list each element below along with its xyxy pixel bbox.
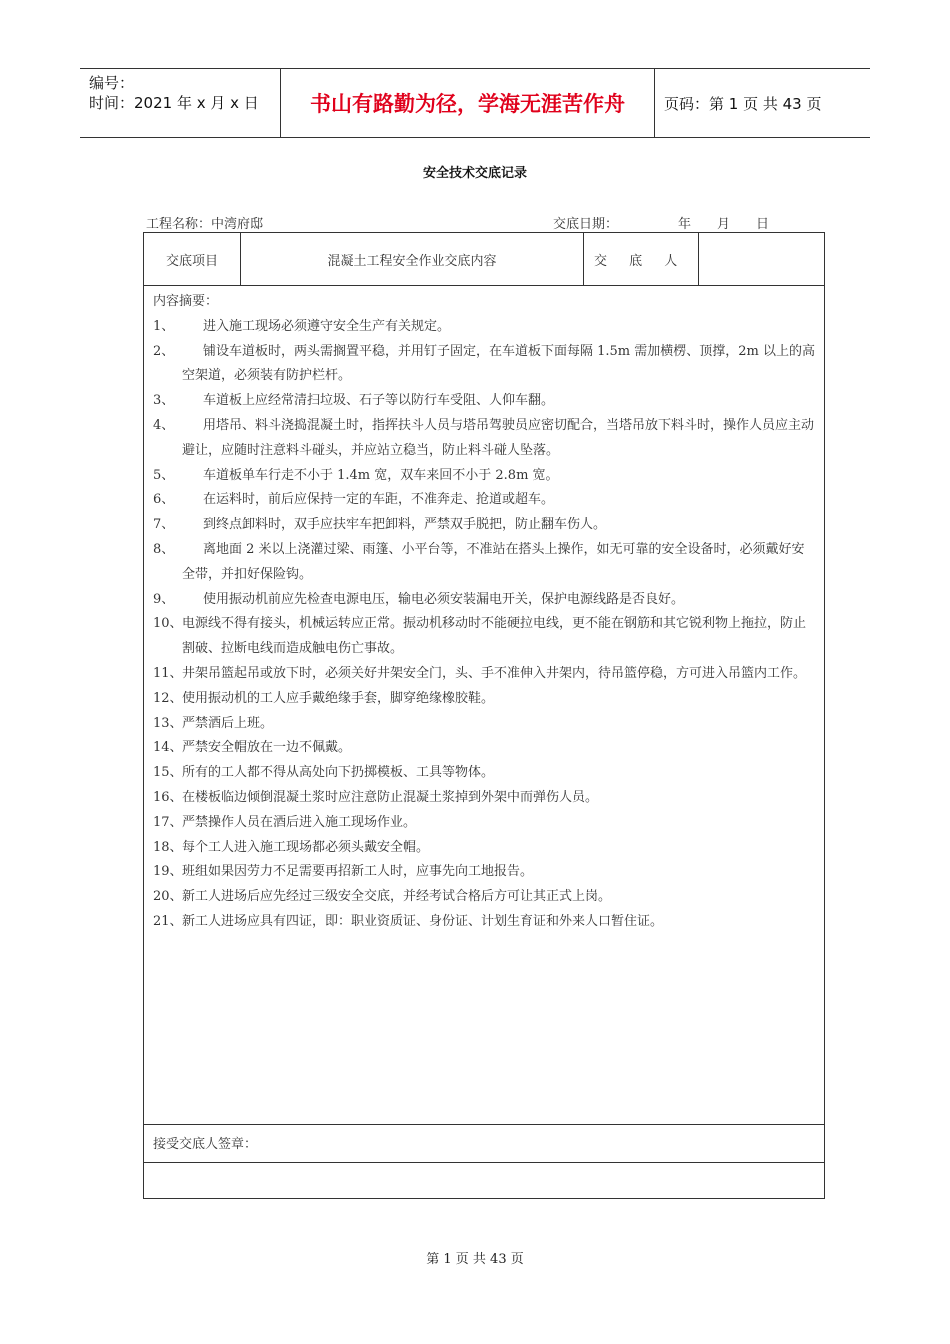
time-label: 时间：2021 年 x 月 x 日	[89, 94, 259, 112]
list-item-number: 1、	[153, 318, 175, 334]
list-item-text: 车道板上应经常清扫垃圾、石子等以防行车受阻、人仰车翻。	[203, 393, 555, 409]
list-item	[153, 811, 815, 836]
list-item-text: 在楼板临边倾倒混凝土浆时应注意防止混凝土浆掉到外架中而弹伤人员。	[182, 789, 599, 805]
list-item-text: 进入施工现场必须遵守安全生产有关规定。	[203, 318, 451, 334]
list-item	[153, 538, 815, 588]
list-item-number: 4、	[153, 417, 175, 433]
content-summary	[144, 285, 824, 1125]
list-item-number: 18、	[153, 839, 183, 855]
page-footer: 第 1 页 共 43 页	[426, 1252, 524, 1267]
list-item	[153, 414, 815, 464]
date-day: 日	[756, 217, 770, 232]
list-item	[153, 712, 815, 737]
list-item	[153, 315, 815, 340]
header-motto: 书山有路勤为径，学海无涯苦作舟	[281, 69, 655, 137]
list-item	[153, 836, 815, 861]
summary-label: 内容摘要：	[153, 294, 219, 309]
list-item-text: 到终点卸料时，双手应扶牢车把卸料，严禁双手脱把，防止翻车伤人。	[203, 517, 607, 533]
list-item-number: 16、	[153, 789, 183, 805]
number-label: 编号：	[89, 74, 135, 92]
list-item-number: 20、	[153, 889, 183, 905]
header-page-info: 页码：第 1 页 共 43 页	[664, 94, 822, 113]
list-item-number: 5、	[153, 467, 175, 483]
list-item-text: 每个工人进入施工现场都必须头戴安全帽。	[182, 839, 430, 855]
list-item-number: 6、	[153, 492, 175, 508]
list-item-number: 10、	[153, 616, 183, 632]
form-header-row	[144, 233, 824, 286]
date-label: 交底日期：	[553, 217, 619, 232]
list-item-number: 7、	[153, 517, 175, 533]
item-list	[153, 315, 815, 935]
list-item-number: 2、	[153, 343, 175, 359]
list-item-number: 8、	[153, 541, 175, 557]
disclosure-form	[143, 232, 825, 1199]
list-item-text: 井架吊篮起吊或放下时，必须关好井架安全门，头、手不准伸入井架内，待吊篮停稳，方可进入吊篮内工作。	[182, 665, 807, 681]
person-value	[699, 233, 824, 285]
list-item	[153, 786, 815, 811]
list-item-text: 新工人进场应具有四证，即：职业资质证、身份证、计划生育证和外来人口暂住证。	[182, 913, 664, 929]
list-item-number: 9、	[153, 591, 175, 607]
list-item	[153, 736, 815, 761]
list-item	[153, 612, 815, 662]
list-item	[153, 389, 815, 414]
list-item-text: 在运料时，前后应保持一定的车距，不准奔走、抢道或超车。	[203, 492, 555, 508]
disclosure-date	[553, 213, 769, 232]
list-item	[153, 464, 815, 489]
blank-row	[144, 1163, 824, 1198]
list-item-number: 17、	[153, 814, 183, 830]
header-left-cell	[80, 69, 281, 137]
list-item-text: 铺设车道板时，两头需搁置平稳，并用钉子固定，在车道板下面每隔 1.5m 需加横楞、顶撑，2m 以上的高空架道，必须装有防护栏杆。	[182, 343, 815, 384]
list-item-number: 21、	[153, 913, 183, 929]
list-item-text: 电源线不得有接头，机械运转应正常。振动机移动时不能硬拉电线，更不能在钢筋和其它锐利物上拖拉，防止割破、拉断电线而造成触电伤亡事故。	[182, 616, 807, 657]
project-name: 工程名称：中湾府邸	[146, 217, 264, 232]
list-item	[153, 761, 815, 786]
list-item-text: 所有的工人都不得从高处向下扔掷模板、工具等物体。	[182, 765, 495, 781]
list-item-text: 严禁安全帽放在一边不佩戴。	[182, 740, 352, 756]
list-item-number: 15、	[153, 765, 183, 781]
list-item	[153, 513, 815, 538]
list-item-text: 离地面 2 米以上浇灌过梁、雨篷、小平台等，不准站在搭头上操作，如无可靠的安全设备时，必须戴好安全带，并扣好保险钩。	[182, 541, 805, 582]
list-item-number: 12、	[153, 690, 183, 706]
list-item-text: 严禁操作人员在酒后进入施工现场作业。	[182, 814, 417, 830]
date-year: 年	[678, 217, 692, 232]
list-item-text: 使用振动机前应先检查电源电压，输电必须安装漏电开关，保护电源线路是否良好。	[203, 591, 685, 607]
list-item	[153, 910, 815, 935]
list-item-number: 3、	[153, 393, 175, 409]
list-item	[153, 588, 815, 613]
date-month: 月	[717, 217, 731, 232]
list-item-text: 车道板单车行走不小于 1.4m 宽，双车来回不小于 2.8m 宽。	[203, 467, 559, 483]
document-title: 安全技术交底记录	[422, 166, 527, 181]
list-item-number: 11、	[153, 665, 183, 681]
list-item	[153, 340, 815, 390]
list-item	[153, 860, 815, 885]
person-label: 交 底 人	[584, 233, 699, 285]
page-header	[80, 68, 870, 138]
signature-row: 接受交底人签章：	[144, 1125, 824, 1163]
list-item-text: 班组如果因劳力不足需要再招新工人时，应事先向工地报告。	[182, 864, 534, 880]
item-value: 混凝土工程安全作业交底内容	[241, 233, 584, 285]
list-item-text: 用塔吊、料斗浇捣混凝土时，指挥扶斗人员与塔吊驾驶员应密切配合，当塔吊放下料斗时，操作人员应主动避让，应随时注意料斗碰头，并应站立稳当，防止料斗碰人坠落。	[182, 417, 815, 458]
list-item-text: 严禁酒后上班。	[182, 715, 274, 731]
list-item-text: 使用振动机的工人应手戴绝缘手套，脚穿绝缘橡胶鞋。	[182, 690, 495, 706]
list-item	[153, 488, 815, 513]
list-item	[153, 662, 815, 687]
list-item-number: 19、	[153, 864, 183, 880]
list-item-number: 13、	[153, 715, 183, 731]
list-item	[153, 885, 815, 910]
list-item-text: 新工人进场后应先经过三级安全交底，并经考试合格后方可让其正式上岗。	[182, 889, 612, 905]
list-item-number: 14、	[153, 740, 183, 756]
list-item	[153, 687, 815, 712]
item-label: 交底项目	[144, 233, 241, 285]
